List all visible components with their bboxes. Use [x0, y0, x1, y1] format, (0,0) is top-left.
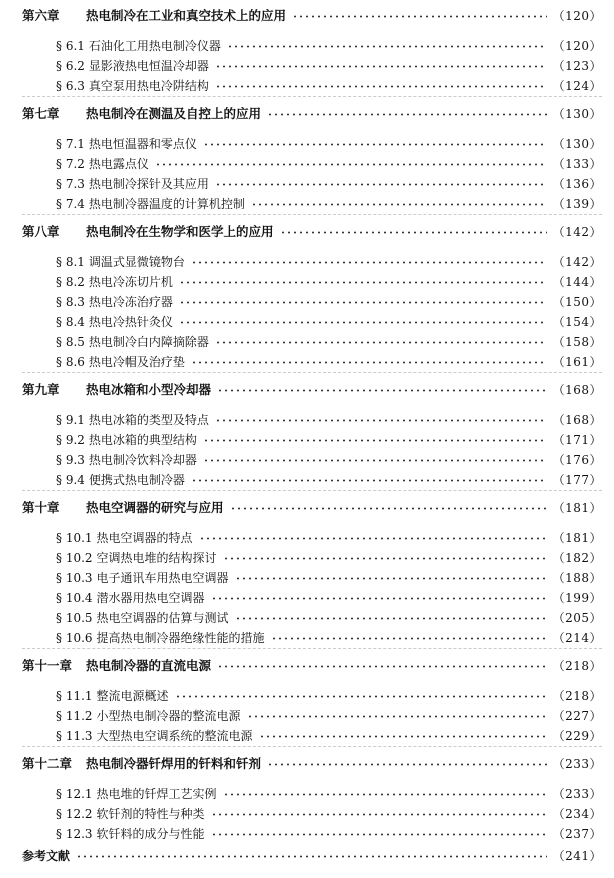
section-title: 软钎料的成分与性能	[96, 827, 205, 841]
section-title: 热电制冷探针及其应用	[88, 177, 209, 191]
dot-leader	[215, 341, 547, 344]
page-number: （188）	[552, 571, 602, 585]
dot-leader	[211, 597, 547, 600]
page-number: （182）	[552, 551, 602, 565]
section-number: § 11.3	[56, 729, 93, 743]
dot-leader	[215, 65, 547, 68]
toc-section-row	[56, 410, 602, 430]
dot-leader	[211, 813, 547, 816]
page-number: （120）	[552, 9, 602, 23]
dot-leader	[203, 143, 547, 146]
page-number: （227）	[552, 709, 602, 723]
dot-leader	[280, 231, 547, 234]
section-title: 小型热电制冷器的整流电源	[96, 709, 241, 723]
dot-leader	[203, 459, 547, 462]
toc-chapter-row	[22, 104, 602, 124]
dot-leader	[215, 85, 547, 88]
chapter-number: 第十一章	[22, 658, 73, 673]
page-number: （199）	[552, 591, 602, 605]
dot-leader	[191, 261, 547, 264]
section-number: § 8.5	[56, 335, 85, 349]
section-title: 热电露点仪	[88, 157, 149, 171]
page-number: （124）	[552, 79, 602, 93]
toc-section-row	[56, 430, 602, 450]
chapter-number: 第六章	[22, 8, 60, 23]
section-title: 热电堆的钎焊工艺实例	[96, 787, 217, 801]
chapter-title: 热电制冷在工业和真空技术上的应用	[86, 8, 287, 23]
dot-leader	[175, 695, 547, 698]
section-number: § 8.2	[56, 275, 85, 289]
toc-section-row	[56, 352, 602, 372]
dot-leader	[211, 833, 547, 836]
toc-section-row	[56, 36, 602, 56]
section-number: § 7.4	[56, 197, 85, 211]
section-title: 热电制冷饮料冷却器	[88, 453, 197, 467]
section-title: 热电恒温器和零点仪	[88, 137, 197, 151]
toc-section-row	[56, 450, 602, 470]
toc-section-row	[56, 154, 602, 174]
page-number: （181）	[552, 531, 602, 545]
section-divider	[22, 96, 602, 97]
section-title: 热电空调器的特点	[96, 531, 193, 545]
section-number: § 8.1	[56, 255, 85, 269]
page-number: （176）	[552, 453, 602, 467]
section-number: § 8.4	[56, 315, 85, 329]
toc-section-row	[56, 76, 602, 96]
chapter-title: 热电空调器的研究与应用	[86, 500, 224, 515]
dot-leader	[235, 577, 547, 580]
dot-leader	[217, 389, 547, 392]
section-number: § 9.1	[56, 413, 85, 427]
page-number: （158）	[552, 335, 602, 349]
section-number: § 10.5	[56, 611, 93, 625]
section-number: § 12.3	[56, 827, 93, 841]
page-number: （139）	[552, 197, 602, 211]
chapter-title: 热电制冷在生物学和医学上的应用	[86, 224, 274, 239]
section-divider	[22, 746, 602, 747]
page-number: （205）	[552, 611, 602, 625]
toc-references-row	[22, 846, 602, 866]
section-title: 石油化工用热电制冷仪器	[88, 39, 221, 53]
toc-section-row	[56, 608, 602, 628]
section-number: § 10.4	[56, 591, 93, 605]
page-number: （123）	[552, 59, 602, 73]
section-title: 软钎剂的特性与种类	[96, 807, 205, 821]
section-number: § 10.3	[56, 571, 93, 585]
section-title: 整流电源概述	[96, 689, 169, 703]
toc-chapter-row	[22, 380, 602, 400]
toc-section-row	[56, 332, 602, 352]
dot-leader	[267, 763, 547, 766]
section-number: § 9.2	[56, 433, 85, 447]
dot-leader	[155, 163, 547, 166]
toc-section-row	[56, 706, 602, 726]
section-number: § 10.2	[56, 551, 93, 565]
section-number: § 10.1	[56, 531, 93, 545]
section-title: 电子通讯车用热电空调器	[96, 571, 229, 585]
section-title: 空调热电堆的结构探讨	[96, 551, 217, 565]
chapter-number: 第七章	[22, 106, 60, 121]
chapter-title: 热电制冷器的直流电源	[86, 658, 212, 673]
toc-chapter-row	[22, 656, 602, 676]
section-title: 潜水器用热电空调器	[96, 591, 205, 605]
toc-section-row	[56, 824, 602, 844]
section-title: 大型热电空调系统的整流电源	[96, 729, 253, 743]
page-number: （120）	[552, 39, 602, 53]
toc-section-row	[56, 252, 602, 272]
section-title: 热电冷冻治疗器	[88, 295, 173, 309]
dot-leader	[247, 715, 547, 718]
section-title: 热电制冷器温度的计算机控制	[88, 197, 245, 211]
toc-section-row	[56, 470, 602, 490]
section-title: 便携式热电制冷器	[88, 473, 185, 487]
page-number: （181）	[552, 501, 602, 515]
dot-leader	[235, 617, 547, 620]
section-number: § 9.4	[56, 473, 85, 487]
toc-chapter-row	[22, 222, 602, 242]
section-title: 热电制冷白内障摘除器	[88, 335, 209, 349]
chapter-title: 热电制冷器钎焊用的钎料和钎剂	[86, 756, 262, 771]
page-number: （233）	[552, 787, 602, 801]
page-number: （234）	[552, 807, 602, 821]
section-title: 热电冰箱的典型结构	[88, 433, 197, 447]
dot-leader	[215, 183, 547, 186]
page-number: （133）	[552, 157, 602, 171]
page-number: （168）	[552, 383, 602, 397]
page-number: （171）	[552, 433, 602, 447]
dot-leader	[179, 301, 547, 304]
dot-leader	[227, 45, 547, 48]
section-title: 热电冷热针灸仪	[88, 315, 173, 329]
toc-section-row	[56, 134, 602, 154]
section-divider	[22, 372, 602, 373]
section-number: § 6.2	[56, 59, 85, 73]
section-title: 热电冰箱的类型及特点	[88, 413, 209, 427]
dot-leader	[267, 113, 547, 116]
dot-leader	[179, 321, 547, 324]
toc-section-row	[56, 174, 602, 194]
page-number: （154）	[552, 315, 602, 329]
page-number: （218）	[552, 659, 602, 673]
toc-section-row	[56, 548, 602, 568]
toc-section-row	[56, 588, 602, 608]
dot-leader	[76, 855, 547, 858]
dot-leader	[223, 793, 547, 796]
chapter-number: 第十章	[22, 500, 60, 515]
dot-leader	[203, 439, 547, 442]
section-number: § 6.3	[56, 79, 85, 93]
section-number: § 7.1	[56, 137, 85, 151]
page-number: （130）	[552, 137, 602, 151]
section-title: 热电冷冻切片机	[88, 275, 173, 289]
page-number: （214）	[552, 631, 602, 645]
dot-leader	[217, 665, 547, 668]
page-number: （142）	[552, 255, 602, 269]
section-number: § 7.3	[56, 177, 85, 191]
toc-section-row	[56, 784, 602, 804]
section-title: 显影液热电恒温冷却器	[88, 59, 209, 73]
toc-section-row	[56, 56, 602, 76]
section-number: § 12.1	[56, 787, 93, 801]
chapter-number: 第十二章	[22, 756, 73, 771]
section-number: § 8.6	[56, 355, 85, 369]
page-number: （177）	[552, 473, 602, 487]
chapter-title: 热电制冷在测温及自控上的应用	[86, 106, 262, 121]
section-title: 热电空调器的估算与测试	[96, 611, 229, 625]
toc-chapter-row	[22, 6, 602, 26]
section-number: § 8.3	[56, 295, 85, 309]
section-title: 热电冷帽及治疗垫	[88, 355, 185, 369]
toc-section-row	[56, 628, 602, 648]
toc-section-row	[56, 272, 602, 292]
chapter-number: 第八章	[22, 224, 60, 239]
toc-section-row	[56, 726, 602, 746]
toc-chapter-row	[22, 498, 602, 518]
page-number: （218）	[552, 689, 602, 703]
toc-section-row	[56, 528, 602, 548]
dot-leader	[199, 537, 547, 540]
dot-leader	[191, 361, 547, 364]
section-number: § 12.2	[56, 807, 93, 821]
toc-section-row	[56, 194, 602, 214]
dot-leader	[223, 557, 547, 560]
toc-section-row	[56, 292, 602, 312]
dot-leader	[292, 15, 547, 18]
chapter-title: 热电冰箱和小型冷却器	[86, 382, 212, 397]
dot-leader	[179, 281, 547, 284]
page-number: （237）	[552, 827, 602, 841]
dot-leader	[215, 419, 547, 422]
page-number: （241）	[552, 849, 602, 863]
section-number: § 10.6	[56, 631, 93, 645]
section-divider	[22, 490, 602, 491]
toc-section-row	[56, 686, 602, 706]
section-number: § 11.2	[56, 709, 93, 723]
section-number: § 6.1	[56, 39, 85, 53]
dot-leader	[251, 203, 547, 206]
section-title: 调温式显微镜物台	[88, 255, 185, 269]
section-divider	[22, 214, 602, 215]
section-title: 真空泵用热电冷阱结构	[88, 79, 209, 93]
dot-leader	[191, 479, 547, 482]
page-number: （136）	[552, 177, 602, 191]
section-number: § 11.1	[56, 689, 93, 703]
page-number: （144）	[552, 275, 602, 289]
toc-chapter-row	[22, 754, 602, 774]
toc-section-row	[56, 312, 602, 332]
page-number: （161）	[552, 355, 602, 369]
section-number: § 7.2	[56, 157, 85, 171]
dot-leader	[259, 735, 547, 738]
dot-leader	[230, 507, 547, 510]
page-number: （229）	[552, 729, 602, 743]
section-title: 提高热电制冷器绝缘性能的措施	[96, 631, 265, 645]
page-number: （130）	[552, 107, 602, 121]
toc-section-row	[56, 804, 602, 824]
page-number: （233）	[552, 757, 602, 771]
dot-leader	[271, 637, 547, 640]
references-title: 参考文献	[22, 849, 71, 863]
section-divider	[22, 648, 602, 649]
page-number: （142）	[552, 225, 602, 239]
chapter-number: 第九章	[22, 382, 60, 397]
toc-section-row	[56, 568, 602, 588]
page-number: （150）	[552, 295, 602, 309]
page-number: （168）	[552, 413, 602, 427]
section-number: § 9.3	[56, 453, 85, 467]
